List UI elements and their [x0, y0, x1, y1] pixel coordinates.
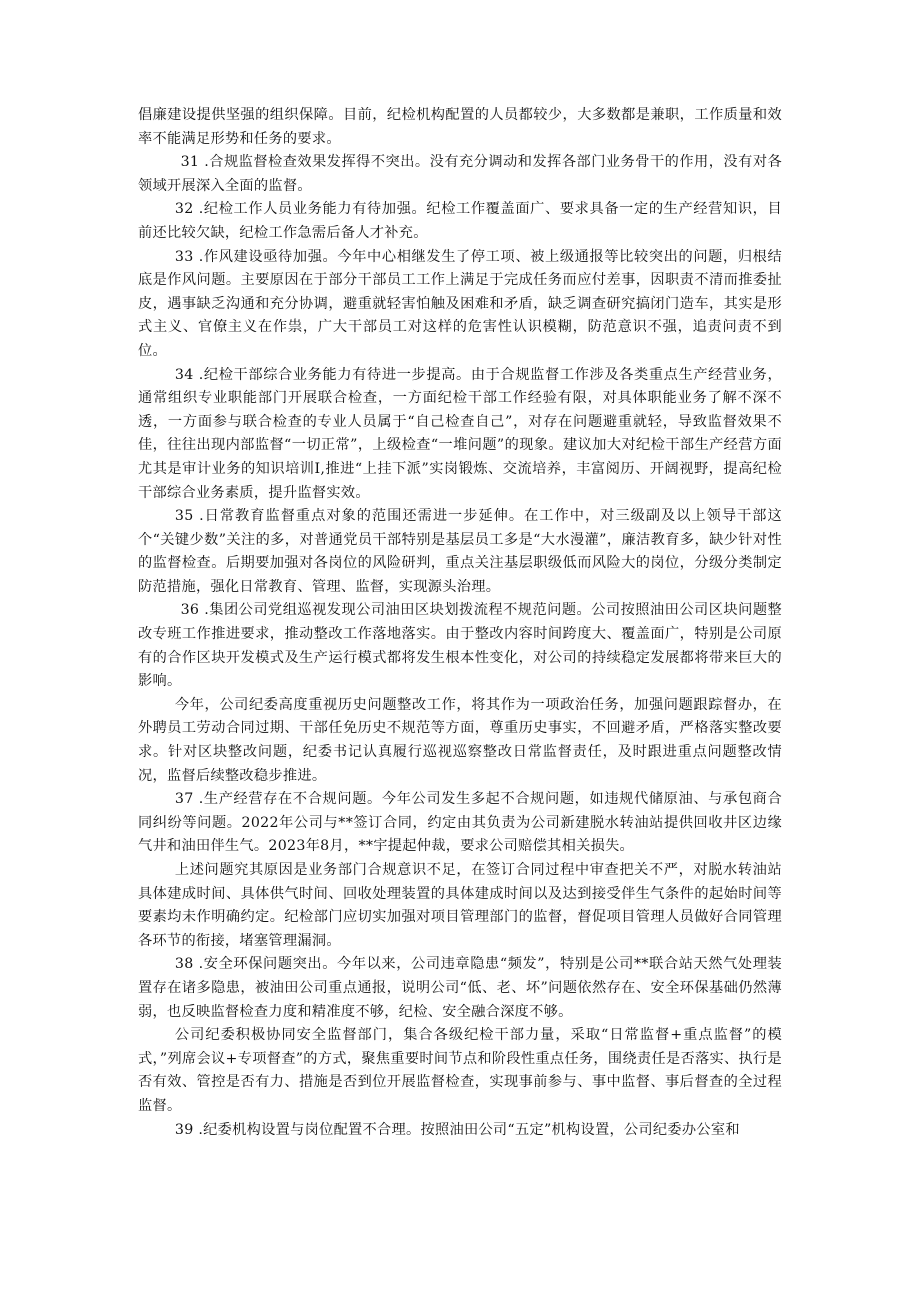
paragraph-continuation: 倡廉建设提供坚强的组织保障。目前，纪检机构配置的人员都较少，大多数都是兼职，工作质量和效率不能满足形势和任务的要求。	[138, 107, 782, 147]
paragraph-item-37: 37 .生产经营存在不合规问题。今年公司发生多起不合规问题，如违规代储原油、与承包商合同纠纷等问题。2022年公司与**签订合同，约定由其负责为公司新建脱水转油站提供回收井区边缘气井和油田伴生气。2023年8月，**宇提起仲裁，要求公司赔偿其相关损失。	[138, 791, 782, 855]
paragraph-item-36: 36 .集团公司党组巡视发现公司油田区块划拨流程不规范问题。公司按照油田公司区块问题整改专班工作推进要求，推动整改工作落地落实。由于整改内容时间跨度大、覆盖面广，特别是公司原有的合作区块开发模式及生产运行模式都将发生根本性变化，对公司的持续稳定发展都将带来巨大的影响。	[138, 602, 782, 690]
paragraph-item-38-followup: 公司纪委积极协同安全监督部门，集合各级纪检干部力量，采取“日常监督+重点监督”的模式，”列席会议+专项督查”的方式，聚焦重要时间节点和阶段性重点任务，围绕责任是否落实、执行是否有效、管控是否有力、措施是否到位开展监督检查，实现事前参与、事中监督、事后督查的全过程监督。	[138, 1027, 782, 1114]
paragraph-item-35: 35 .日常教育监督重点对象的范围还需进一步延伸。在工作中，对三级副及以上领导干部这个“关键少数”关注的多，对普通党员干部特别是基层员工多是“大水漫灌”，廉洁教育多，缺少针对性的监督检查。后期要加强对各岗位的风险研判，重点关注基层职级低而风险大的岗位，分级分类制定防范措施，强化日常教育、管理、监督，实现源头治理。	[138, 508, 782, 595]
paragraph-item-32: 32 .纪检工作人员业务能力有待加强。纪检工作覆盖面广、要求具备一定的生产经营知识，目前还比较欠缺，纪检工作急需后备人才补充。	[138, 201, 782, 241]
paragraph-item-31: 31 .合规监督检查效果发挥得不突出。没有充分调动和发挥各部门业务骨干的作用，没有对各领域开展深入全面的监督。	[138, 154, 782, 194]
paragraph-item-39: 39 .纪委机构设置与岗位配置不合理。按照油田公司“五定”机构设置，公司纪委办公室和	[174, 1121, 740, 1138]
paragraph-item-36-followup: 今年，公司纪委高度重视历史问题整改工作，将其作为一项政治任务，加强问题跟踪督办，在外聘员工劳动合同过期、干部任免历史不规范等方面，尊重历史事实，不回避矛盾，严格落实整改要求。针对区块整改问题，纪委书记认真履行巡视巡察整改日常监督责任，及时跟进重点问题整改情况，监督后续整改稳步推进。	[138, 696, 782, 784]
paragraph-item-34: 34 .纪检干部综合业务能力有待进一步提高。由于合规监督工作涉及各类重点生产经营业务，通常组织专业职能部门开展联合检查，一方面纪检干部工作经验有限，对具体职能业务了解不深不透，一方面参与联合检查的专业人员属于“自己检查自己”，对存在问题避重就轻，导致监督效果不佳，往往出现内部监督“一切正常”，上级检查“一堆问题”的现象。建议加大对纪检干部生产经营方面尤其是审计业务的知识培训I,推进“上挂下派”实岗锻炼、交流培养，丰富阅历、开阔视野，提高纪检干部综合业务素质，提升监督实效。	[138, 366, 782, 501]
paragraph-item-33: 33 .作风建设亟待加强。今年中心相继发生了停工项、被上级通报等比较突出的问题，归根结底是作风问题。主要原因在于部分干部员工工作上满足于完成任务而应付差事，因职责不清而推委扯皮，遇事缺乏沟通和充分协调，避重就轻害怕触及困难和矛盾，缺乏调查研究搞闭门造车，其实是形式主义、官僚主义在作祟，广大干部员工对这样的危害性认识模糊，防范意识不强，追责问责不到位。	[138, 248, 782, 359]
paragraph-item-38: 38 .安全环保问题突出。今年以来，公司违章隐患“频发”，特别是公司**联合站天然气处理装置存在诸多隐患，被油田公司重点通报，说明公司“低、老、坏”问题依然存在、安全环保基础仍然薄弱，也反映监督检查力度和精准度不够，纪检、安全融合深度不够。	[138, 956, 782, 1020]
paragraph-item-37-followup: 上述问题究其原因是业务部门合规意识不足，在签订合同过程中审查把关不严，对脱水转油站具体建成时间、具体供气时间、回收处理装置的具体建成时间以及达到接受伴生气条件的起始时间等要素均未作明确约定。纪检部门应切实加强对项目管理部门的监督，督促项目管理人员做好合同管理各环节的衔接，堵塞管理漏洞。	[138, 862, 782, 949]
